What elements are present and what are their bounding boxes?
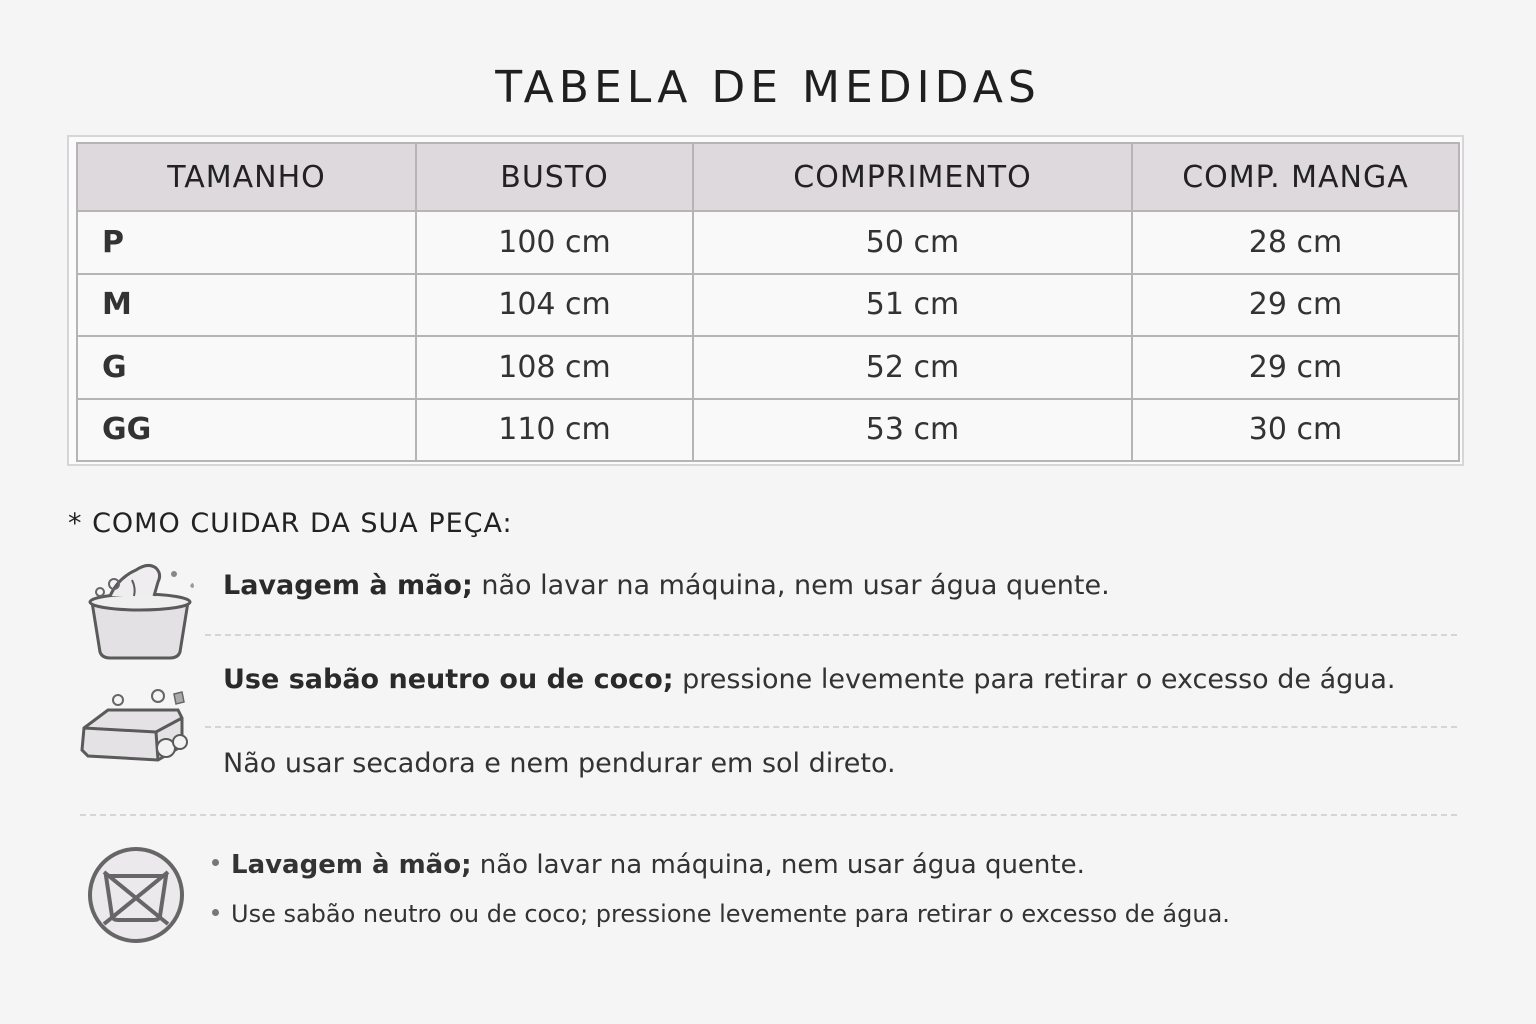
divider — [205, 726, 1457, 728]
cell-sleeve: 30 cm — [1132, 399, 1459, 462]
care-item-hand-wash — [223, 570, 1110, 601]
cell-bust: 110 cm — [416, 399, 693, 462]
hand-wash-icon — [84, 556, 200, 662]
cell-size: M — [77, 274, 416, 337]
table-row — [77, 399, 1459, 462]
page-title: TABELA DE MEDIDAS — [495, 62, 1041, 113]
care-item-soap — [223, 664, 1396, 695]
header-size: TAMANHO — [77, 143, 416, 211]
bullet-item-text: Use sabão neutro ou de coco; pressione levemente para retirar o excesso de água. — [231, 900, 1230, 928]
bullet-dot — [212, 909, 219, 916]
cell-length: 50 cm — [693, 211, 1132, 274]
table-row — [77, 336, 1459, 399]
do-not-wash-icon — [82, 846, 190, 944]
care-item-bold: Use sabão neutro ou de coco; — [223, 664, 674, 695]
cell-bust: 108 cm — [416, 336, 693, 399]
bullet-dot — [212, 859, 219, 866]
bullet-item-hand-wash — [212, 850, 1085, 880]
header-length: COMPRIMENTO — [693, 143, 1132, 211]
cell-sleeve: 28 cm — [1132, 211, 1459, 274]
size-table — [76, 142, 1460, 462]
care-item-text: Não usar secadora e nem pendurar em sol direto. — [223, 748, 896, 779]
care-item-text: pressione levemente para retirar o excesso de água. — [673, 664, 1396, 695]
cell-bust: 100 cm — [416, 211, 693, 274]
care-item-text: não lavar na máquina, nem usar água quente. — [472, 570, 1110, 601]
cell-sleeve: 29 cm — [1132, 274, 1459, 337]
cell-length: 52 cm — [693, 336, 1132, 399]
cell-size: P — [77, 211, 416, 274]
table-header-row — [77, 143, 1459, 211]
cell-length: 53 cm — [693, 399, 1132, 462]
size-table-frame — [67, 135, 1464, 466]
bullet-item-text: não lavar na máquina, nem usar água quente. — [471, 850, 1085, 880]
bullet-item-soap — [212, 900, 1230, 928]
cell-sleeve: 29 cm — [1132, 336, 1459, 399]
cell-size: G — [77, 336, 416, 399]
cell-size: GG — [77, 399, 416, 462]
header-bust: BUSTO — [416, 143, 693, 211]
bullet-item-bold: Lavagem à mão; — [231, 850, 472, 880]
care-section-title: * COMO CUIDAR DA SUA PEÇA: — [68, 508, 513, 539]
divider — [205, 634, 1457, 636]
divider — [80, 814, 1457, 816]
care-item-dry — [223, 748, 896, 779]
table-row — [77, 274, 1459, 337]
cell-length: 51 cm — [693, 274, 1132, 337]
soap-icon — [78, 688, 198, 764]
care-item-bold: Lavagem à mão; — [223, 570, 473, 601]
header-sleeve: COMP. MANGA — [1132, 143, 1459, 211]
table-row — [77, 211, 1459, 274]
cell-bust: 104 cm — [416, 274, 693, 337]
